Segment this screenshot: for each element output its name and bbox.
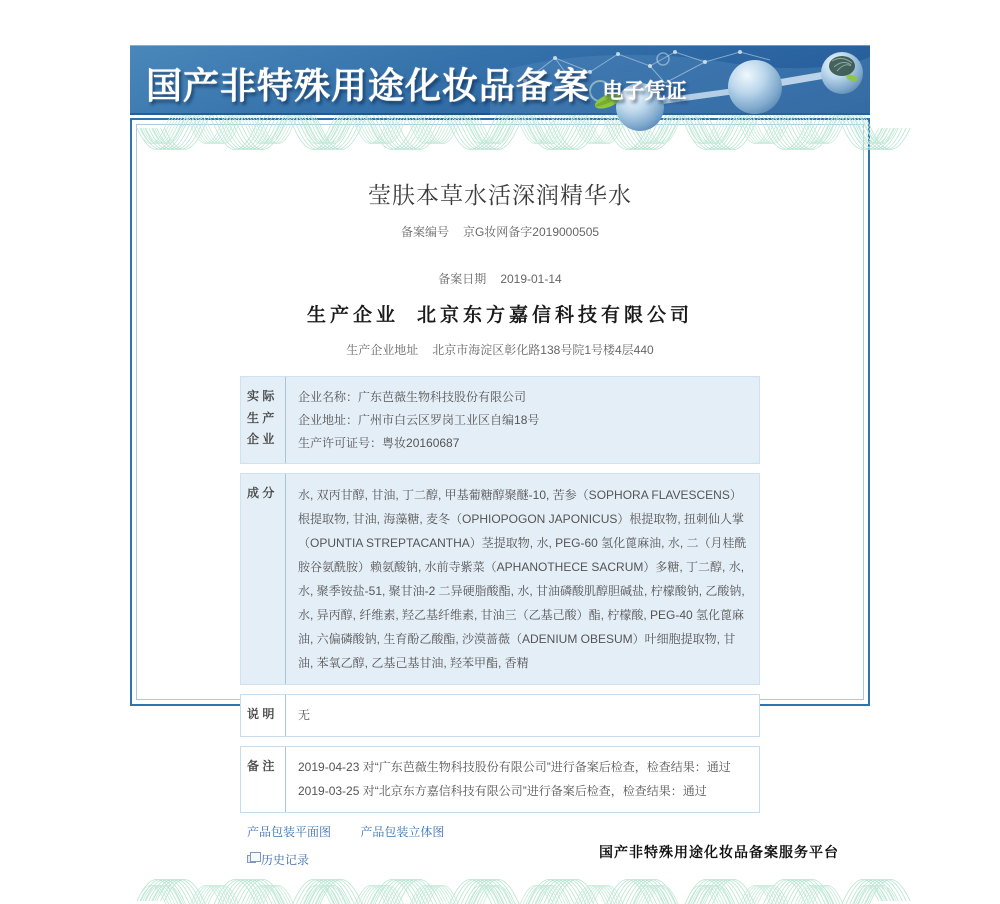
guilloche-top-decoration <box>137 125 863 161</box>
banner-text <box>146 58 686 109</box>
registration-date-line <box>137 270 863 287</box>
registration-number-label: 备案编号 <box>400 225 449 239</box>
remarks-section <box>240 746 760 813</box>
remarks-label: 备 注 <box>247 759 275 774</box>
packaging-3d-link[interactable]: 产品包装立体图 <box>360 824 445 839</box>
registration-number-value: 京G妆网备字2019000505 <box>462 225 600 239</box>
actual-factory-content <box>285 377 759 463</box>
manufacturer-address-label: 生产企业地址 <box>346 343 419 357</box>
certificate-wrapper <box>130 45 870 867</box>
explanation-label: 说 明 <box>247 707 275 722</box>
info-boxes <box>240 376 760 813</box>
manufacturer-value: 北京东方嘉信科技有限公司 <box>417 305 694 326</box>
factory-address-pair: 企业地址：广州市白云区罗岗工业区自编18号 <box>298 412 540 427</box>
registration-date-label: 备案日期 <box>438 272 487 286</box>
actual-factory-section <box>240 376 760 464</box>
manufacturer-address-value: 北京市海淀区彰化路138号院1号楼4层440 <box>432 343 654 357</box>
explanation-content: 无 <box>285 695 759 736</box>
registration-date-value: 2019-01-14 <box>500 272 562 286</box>
history-icon <box>247 855 256 863</box>
platform-name: 国产非特殊用途化妆品备案服务平台 <box>599 843 839 860</box>
manufacturer-line <box>137 300 863 327</box>
remark-line: 2019-03-25 对“北京东方嘉信科技有限公司”进行备案后检查，检查结果：通过 <box>298 783 707 798</box>
certificate-body <box>137 161 863 868</box>
packaging-flat-link[interactable]: 产品包装平面图 <box>247 824 332 839</box>
manufacturer-label: 生产企业 <box>306 305 399 326</box>
certificate-inner <box>136 124 864 867</box>
remark-line: 2019-04-23 对“广东芭薇生物科技股份有限公司”进行备案后检查，检查结果：通过 <box>298 760 731 775</box>
ingredients-section <box>240 473 760 685</box>
explanation-section <box>240 694 760 737</box>
banner-title: 国产非特殊用途化妆品备案 <box>146 66 591 106</box>
packaging-links <box>247 823 863 840</box>
header-banner <box>130 45 870 115</box>
guilloche-bottom-decoration <box>137 868 863 904</box>
certificate-frame <box>130 118 870 867</box>
factory-license-pair: 生产许可证号：粤妆20160687 <box>298 435 460 450</box>
history-link[interactable]: 历史记录 <box>261 852 310 867</box>
product-name: 莹肤本草水活深润精华水 <box>368 182 632 208</box>
actual-factory-label: 实 际 生 产 企 业 <box>247 389 275 447</box>
remarks-content <box>285 747 759 812</box>
banner-subtitle: 电子凭证 <box>602 79 687 103</box>
registration-number-line <box>137 223 863 240</box>
manufacturer-address-line <box>137 341 863 358</box>
factory-name-pair: 企业名称：广东芭薇生物科技股份有限公司 <box>298 390 527 404</box>
ingredients-label: 成 分 <box>247 486 275 501</box>
ingredients-content: 水, 双丙甘醇, 甘油, 丁二醇, 甲基葡糖醇聚醚-10, 苦参（SOPHORA FLAVESCENS）根提取物, 甘油, 海藻糖, 麦冬（OPHIOPOGON JAPONICUS）根提取物, 扭刺仙人掌（OPUNTIA STREPTACANTHA）茎提取物, 水, PEG-60 氢化蓖麻油, 水, 二（月桂酰胺谷氨酰胺）赖氨酸钠, 水前寺紫菜（APHANOTHECE SACRUM）多糖, 丁二醇, 水, 水, 聚季铵盐-51, 聚甘油-2 二异硬脂酸酯, 水, 甘油磷酸肌醇胆碱盐, 柠檬酸钠, 乙酸钠, 水, 异丙醇, 纤维素, 羟乙基纤维素, 甘油三（乙基己酸）酯, 柠檬酸, PEG-40 氢化蓖麻油, 六偏磷酸钠, 生育酚乙酸酯, 沙漠蔷薇（ADENIUM OBESUM）叶细胞提取物, 甘油, 苯氧乙醇, 乙基己基甘油, 羟苯甲酯, 香精 <box>285 474 759 684</box>
